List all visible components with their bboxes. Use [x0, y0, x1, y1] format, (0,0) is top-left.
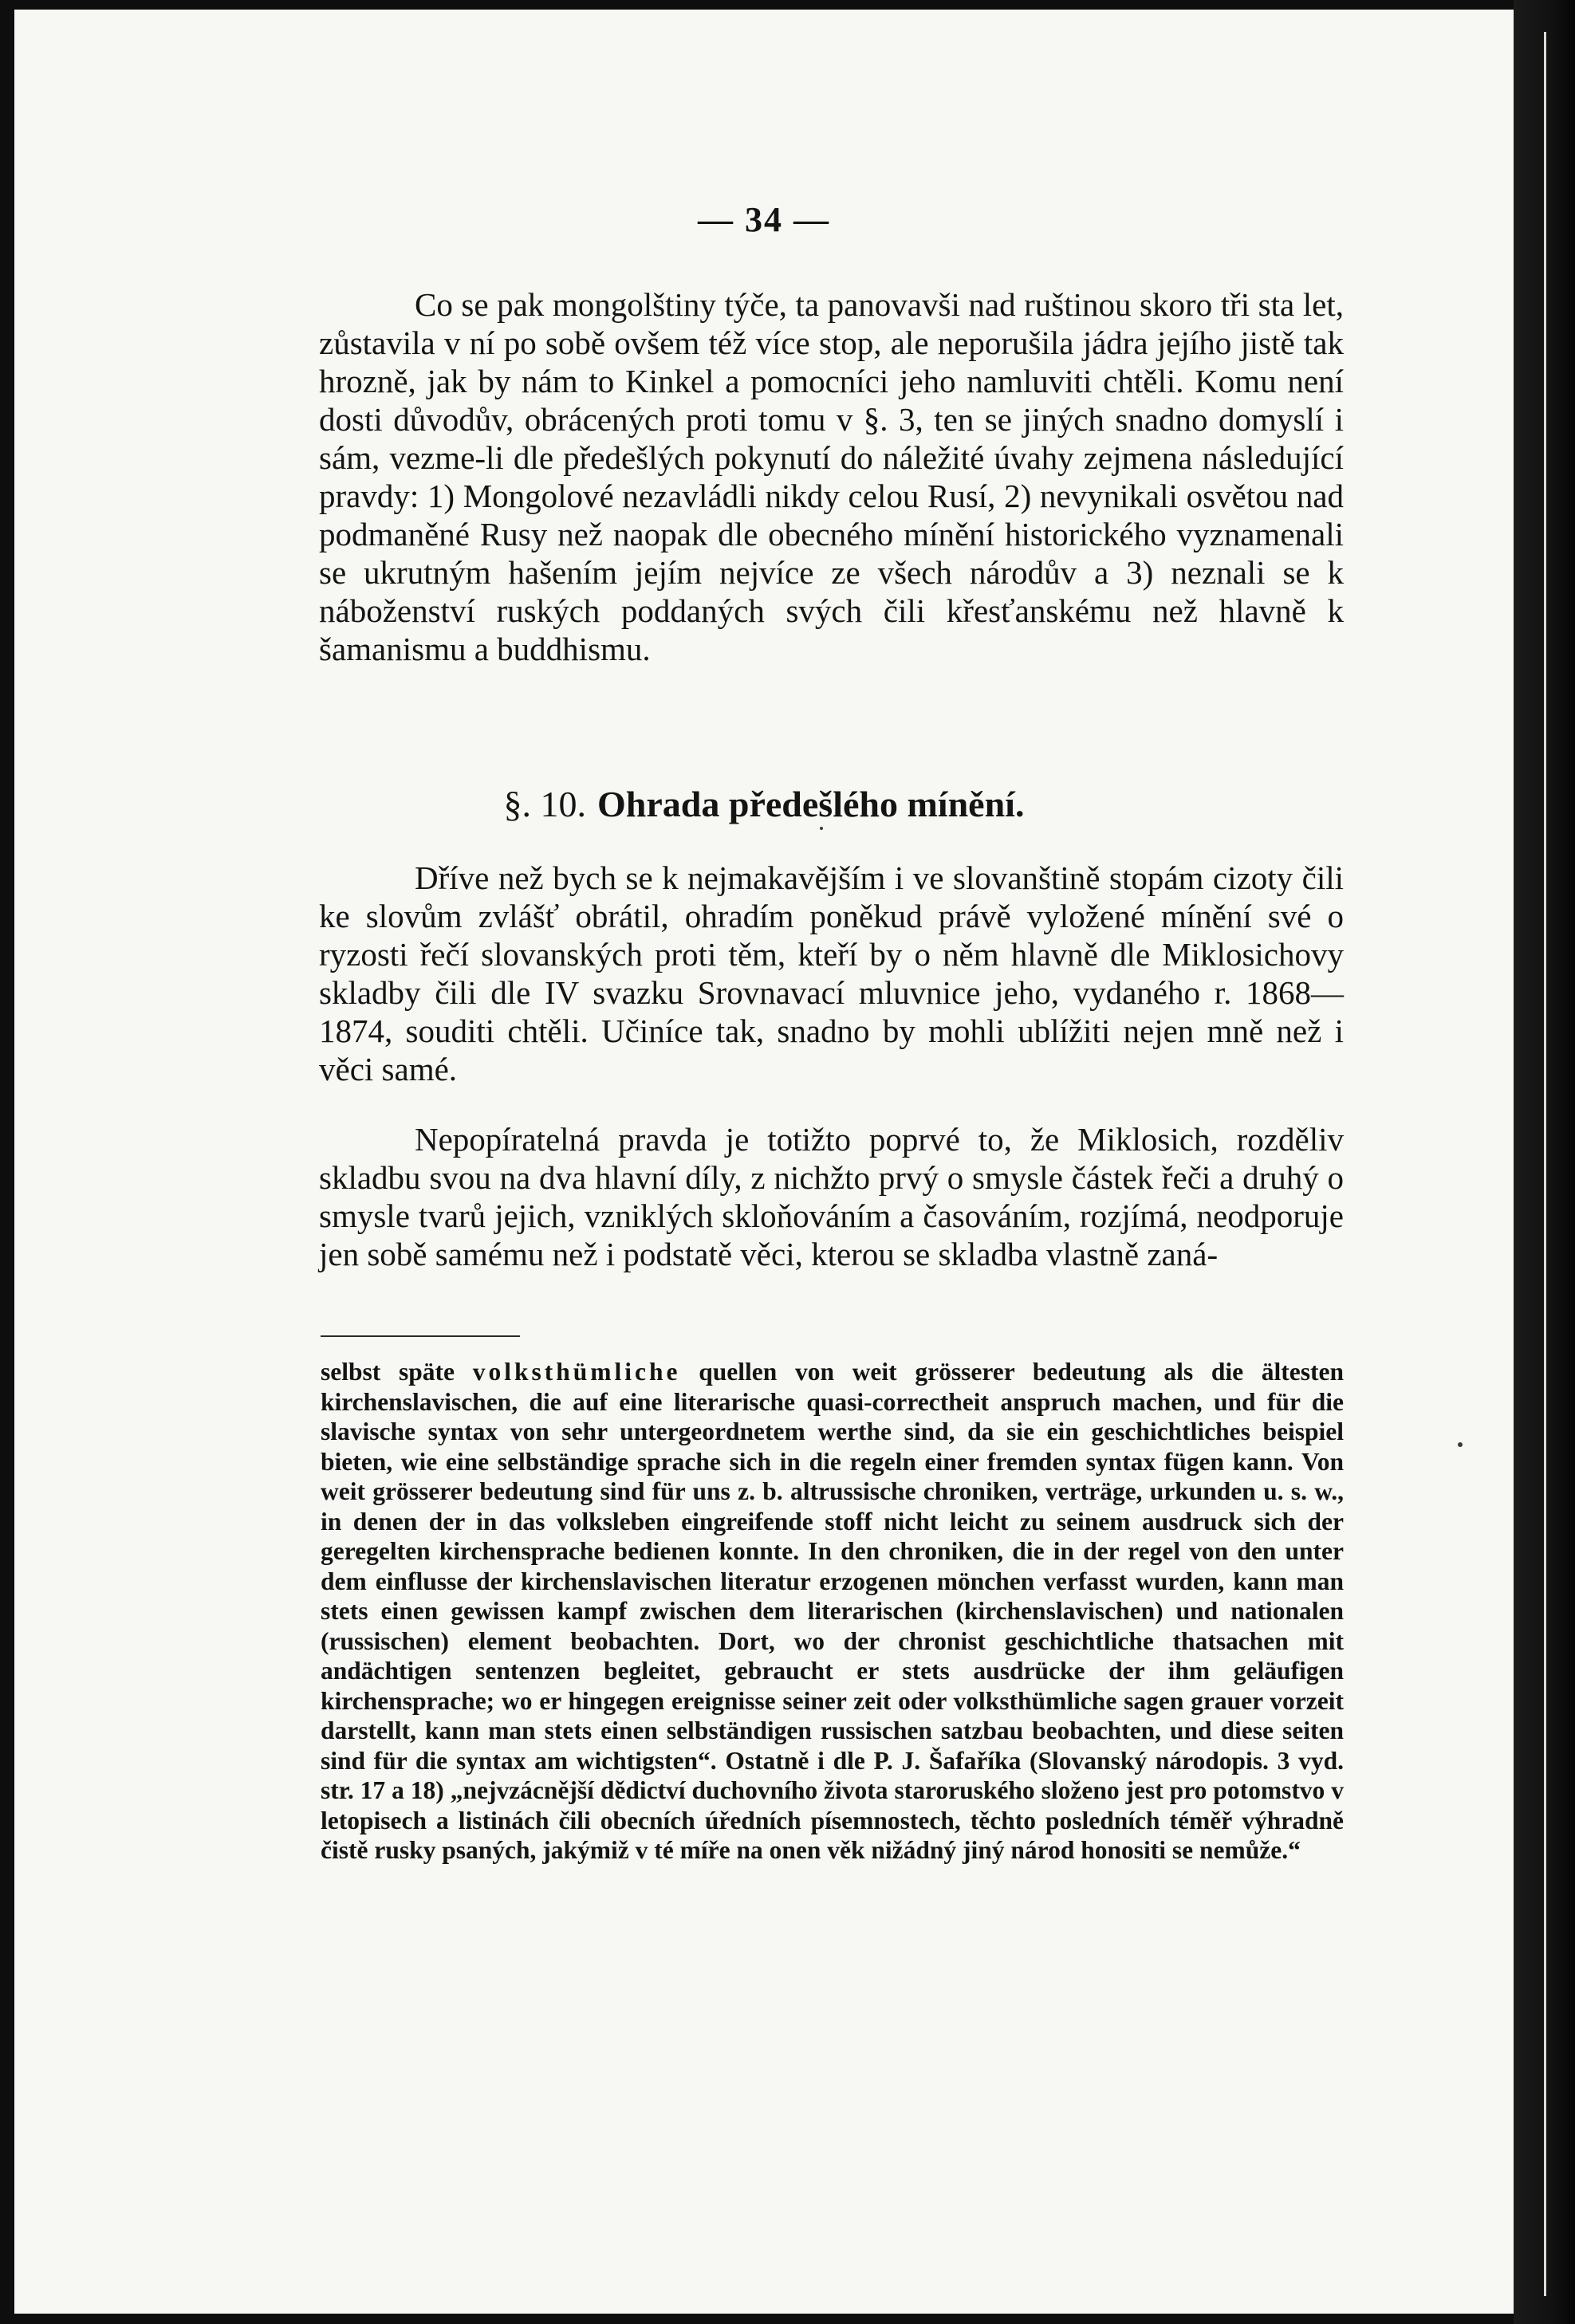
footnote-text: quellen von weit grösserer bedeutung als die ältesten kirchenslavischen, die auf eine literarische quasi-correctheit anspruch machen, und für die slavische syntax von sehr untergeordnetem werthe sind, da sie ein geschichtliches beispiel bieten, wie eine selbständige sprache sich in die regeln einer fremden syntax fügen kann. Von weit grösserer bedeutung sind für uns z. b. altrussische chroniken, verträge, urkunden u. s. w., in denen der in das volksleben eingreifende stoff nicht leicht zu seinem ausdruck sich der geregelten kirchensprache bedienen konnte. In den chroniken, die in der regel von den unter dem einflusse der kirchenslavischen literatur erzogenen mönchen verfasst wurden, kann man stets einen gewissen kampf zwischen dem literarischen (kirchenslavischen) und nationalen (russischen) element beobachten. Dort, wo der chronist geschichtliche thatsachen mit andächtigen sentenzen begleitet, gebraucht er stets ausdrücke der ihm geläufigen kirchensprache; wo er hingegen ereignisse seiner zeit oder volksthümliche sagen grauer vorzeit darstellt, kann man stets einen selbständigen russischen satzbau beobachten, und diese seiten sind für die syntax am wichtigsten“. Ostatně i dle P. J. Šafaříka (Slovanský národopis. 3 vyd. str. 17 a 18) „nejvzácnější dědictví duchovního života staroruského složeno jest pro potomstvo v letopisech a listinách čili obecních úředních písemnostech, těchto posledních téměř výhradně čistě rusky psaných, jakýmiž v té míře na onen věk nižádný jiný národ honositi se nemůže.“: [321, 1358, 1345, 1864]
print-speck: [1458, 1442, 1463, 1447]
section-heading: [14, 783, 1514, 825]
footnote: [321, 1357, 1344, 1866]
footnote-lead: selbst späte: [321, 1358, 455, 1386]
scanned-page: [14, 10, 1514, 2314]
body-text-block: [319, 859, 1344, 1088]
page-edge-shadow: [1514, 0, 1575, 2324]
section-number: §. 10.: [503, 784, 587, 824]
paragraph: Co se pak mongolštiny týče, ta panovavši nad ruštinou skoro tři sta let, zůstavila v ní po sobě ovšem též více stop, ale neporušila jádra jejího jistě tak hrozně, jak by nám to Kinkel a pomocníci jeho namluviti chtěli. Komu není dosti důvodův, obrácených proti tomu v §. 3, ten se jiných snadno domyslí i sám, vezme-li dle předešlých pokynutí do náležité úvahy zejmena následující pravdy: 1) Mongolové nezavládli nikdy celou Rusí, 2) nevynikali osvětou nad podmaněné Rusy než naopak dle obecného mínění historického vyznamenali se ukrutným hašením jejím nejvíce ze všech národův a 3) neznali se k náboženství ruských poddaných svých čili křesťanskému než hlavně k šamanismu a buddhismu.: [319, 286, 1344, 667]
body-text-block: [319, 285, 1344, 668]
page-number: — 34 —: [698, 200, 830, 239]
paragraph: Dříve než bych se k nejmakavějším i ve slovanštině stopám cizoty čili ke slovům zvlášť obrátil, ohradím poněkud právě vyložené mínění své o ryzosti řečí slovanských proti těm, kteří by o něm hlavně dle Miklosichovy skladby čili dle IV svazku Srovnavací mluvnice jeho, vydaného r. 1868—1874, souditi chtěli. Učiníce tak, snadno by mohli ublížiti nejen mně než i věci samé.: [319, 859, 1344, 1087]
footnote-spaced-word: volksthümliche: [472, 1358, 681, 1386]
body-text-block: [319, 1120, 1344, 1273]
section-title: Ohrada předešlého mínění.: [597, 784, 1025, 824]
footnote-divider: [321, 1335, 520, 1337]
paragraph: Nepopíratelná pravda je totižto poprvé to, že Miklosich, rozděliv skladbu svou na dva hlavní díly, z nichžto prvý o smysle částek řeči a druhý o smysle tvarů jejich, vzniklých skloňováním a časováním, rozjímá, neodporuje jen sobě samému než i podstatě věci, kterou se skladba vlastně zaná-: [319, 1121, 1344, 1272]
page-edge-line: [1544, 32, 1546, 2296]
print-speck: [820, 827, 823, 830]
